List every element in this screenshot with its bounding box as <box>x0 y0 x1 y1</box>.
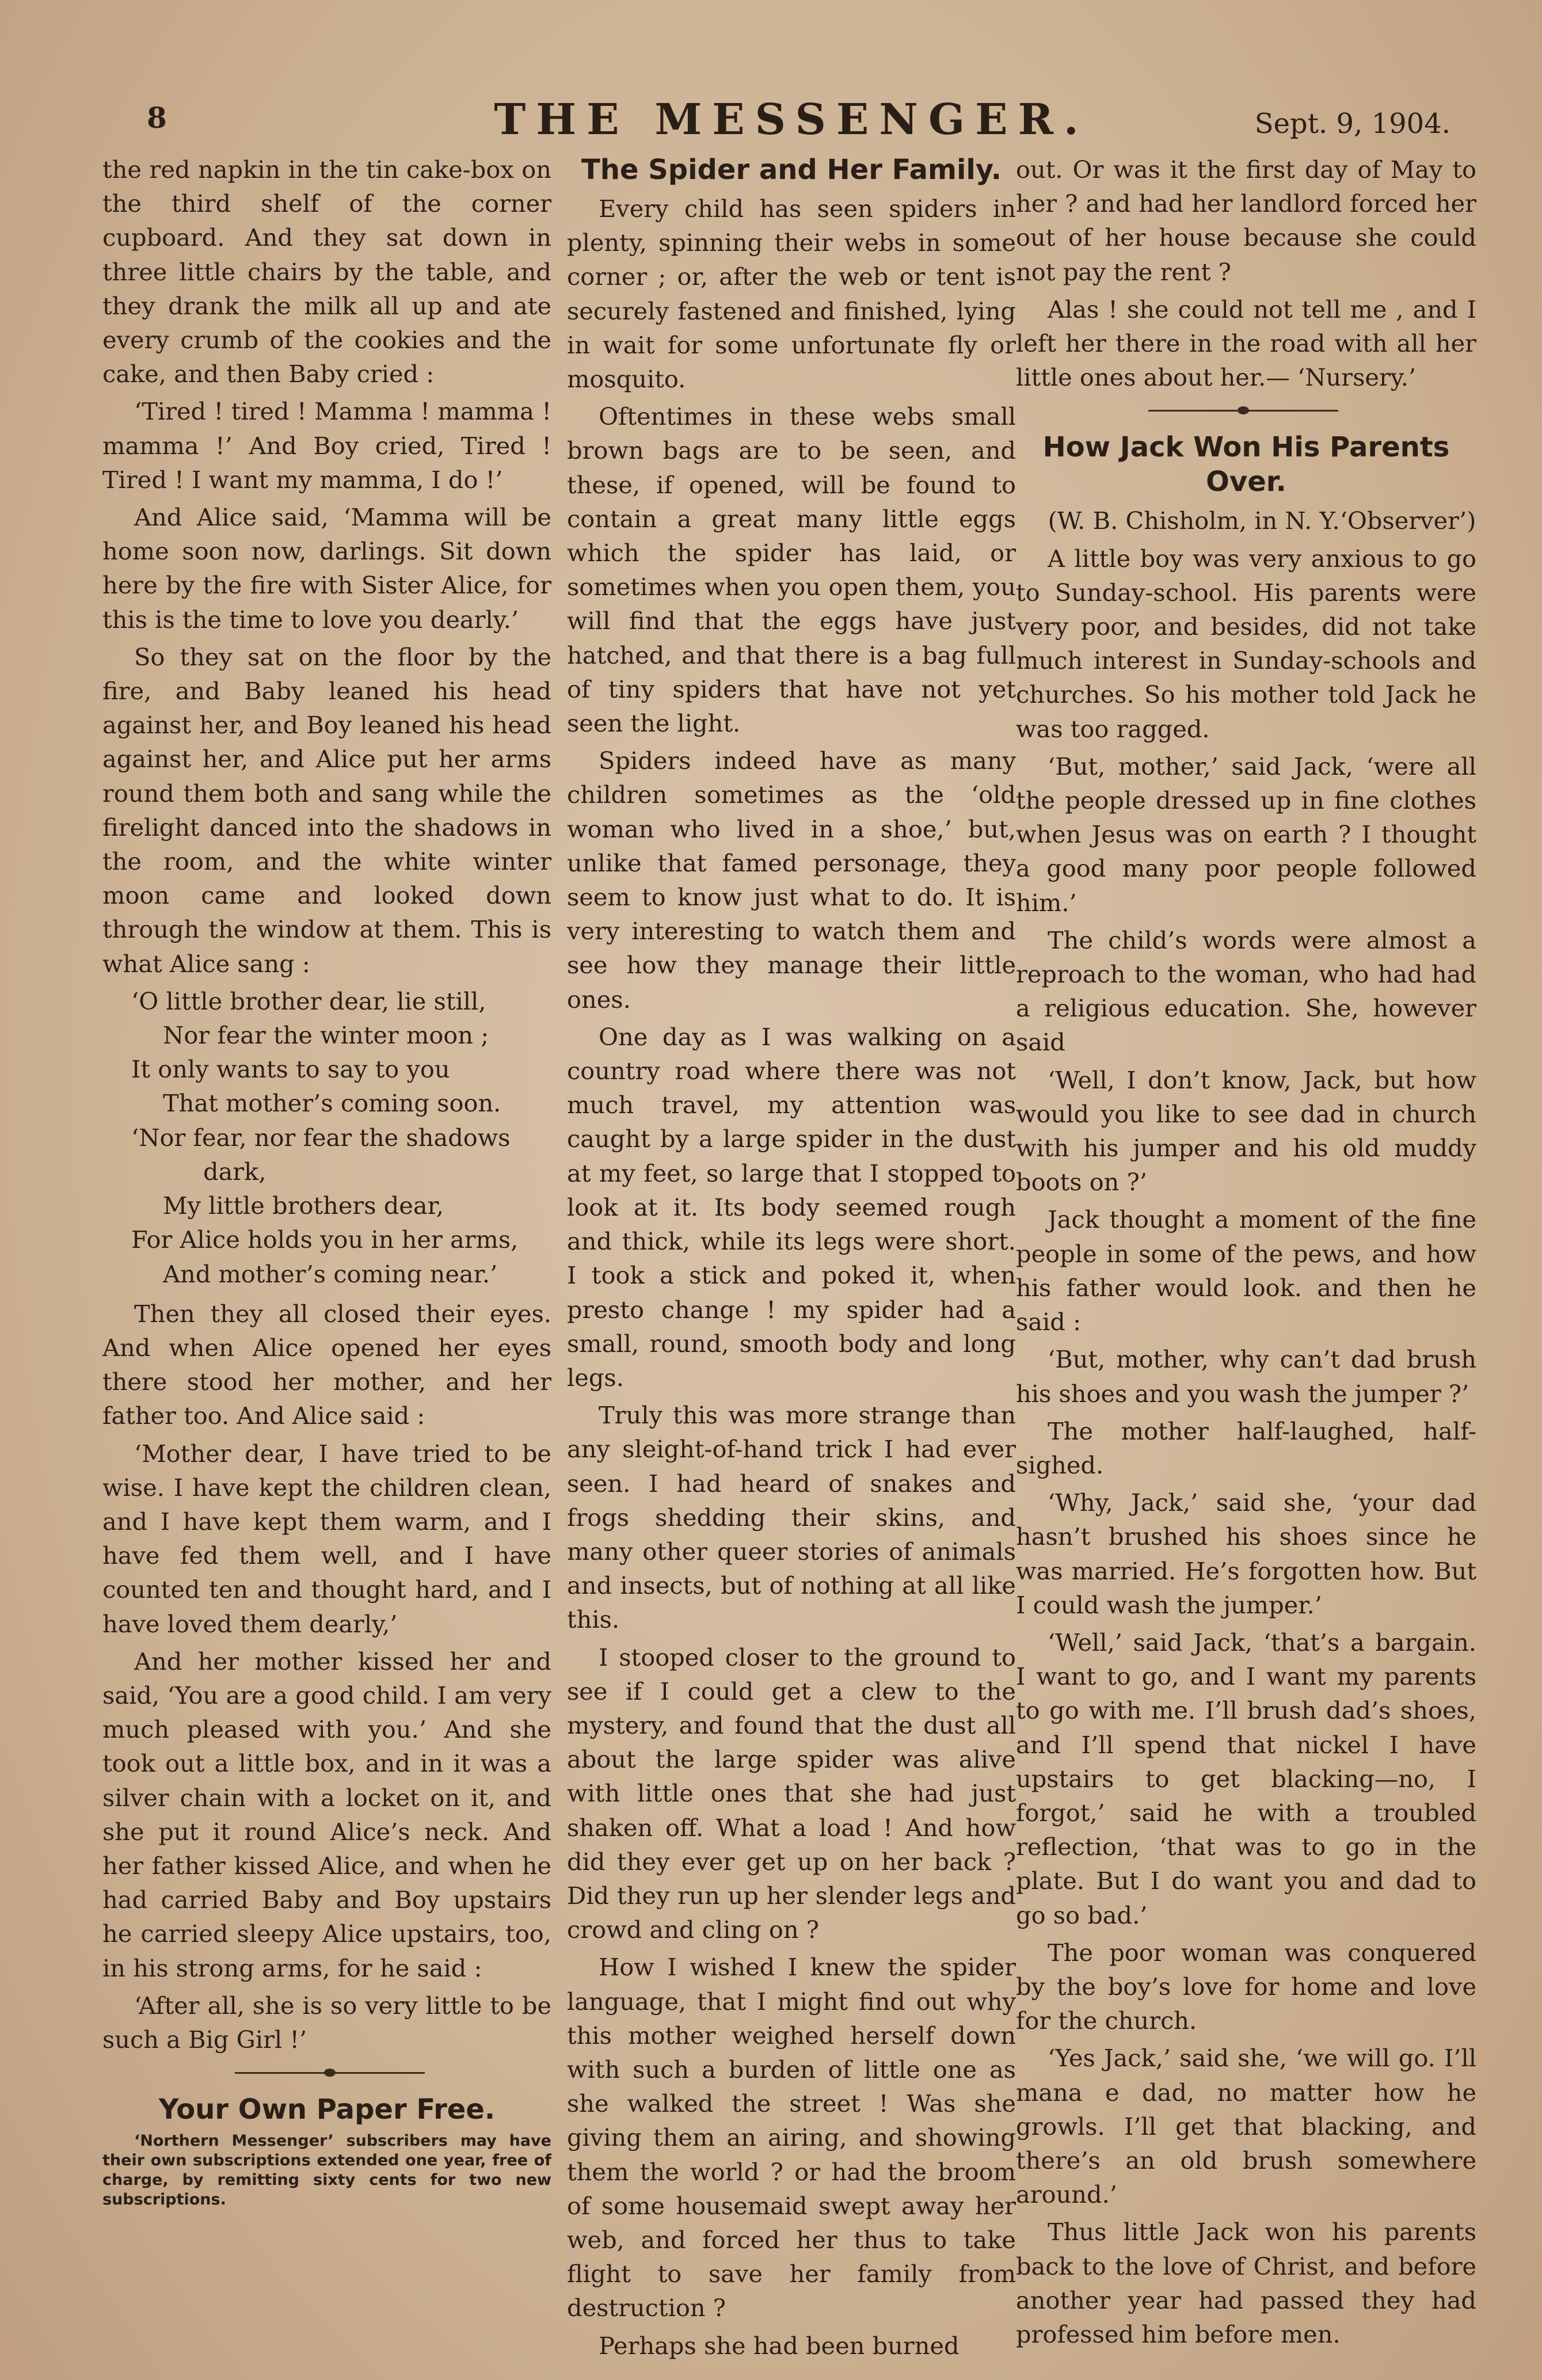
paragraph: ‘After all, she is so very little to be such a Big Girl !’ <box>102 1991 551 2054</box>
paragraph: Jack thought a moment of the fine people in some of the pews, and how his father would look. and then he said : <box>1016 1205 1476 1336</box>
ad-text: ‘Northern Messenger’ subscribers may have their own subscriptions extended one year, free of charge, by remitting sixty cents for two new subscriptions. <box>102 2132 551 2209</box>
paragraph: I stooped closer to the ground to see if I could get a clew to the mystery, and found that the dust all about the large spider was alive with little ones that she had just shaken off. What a load ! And how did they ever get up on her back ? Did they run up her slender legs and crowd and cling on ? <box>567 1643 1016 1944</box>
paragraph: Truly this was more strange than any sleight-of-hand trick I had ever seen. I had heard of snakes and frogs shedding their skins, and many other queer stories of animals and insects, but of nothing at all like this. <box>567 1401 1016 1634</box>
verse-line: For Alice holds you in her arms, <box>131 1225 519 1254</box>
column-1 <box>102 153 551 2213</box>
page-number: 8 <box>147 101 167 135</box>
masthead <box>132 95 1450 147</box>
paragraph: ‘Why, Jack,’ said she, ‘your dad hasn’t brushed his shoes since he was married. He’s forgotten how. But I could wash the jumper.’ <box>1016 1488 1476 1619</box>
paragraph: So they sat on the floor by the fire, and Baby leaned his head against her, and Boy leaned his head against her, and Alice put her arms round them both and sang while the firelight danced into the shadows in the room, and the white winter moon came and looked down through the window at them. This is what Alice sang : <box>102 642 551 978</box>
ad-heading: Your Own Paper Free. <box>158 2093 496 2126</box>
paragraph: the red napkin in the tin cake-box on the third shelf of the corner cupboard. And they sat down in three little chairs by the table, and they drank the milk all up and ate every crumb of the cookies and the cake, and then Baby cried : <box>102 155 551 389</box>
paragraph: ‘Well, I don’t know, Jack, but how would you like to see dad in church with his jumper and his old muddy boots on ?’ <box>1016 1065 1476 1197</box>
paragraph: ‘Mother dear, I have tried to be wise. I have kept the children clean, and I have kept them warm, and I have fed them well, and I have counted ten and thought hard, and I have loved them dearly,’ <box>102 1439 551 1638</box>
paragraph: How I wished I knew the spider language, that I might find out why this mother weighed herself down with such a burden of little one as she walked the street ! Was she giving them an airing, and showing them the world ? or had the broom of some housemaid swept away her web, and forced her thus to take flight to save her family from destruction ? <box>567 1953 1016 2322</box>
paragraph: Spiders indeed have as many children sometimes as the ‘old woman who lived in a shoe,’ but, unlike that famed personage, they seem to know just what to do. It is very interesting to watch them and see how they manage their little ones. <box>567 747 1016 1014</box>
paragraph: Then they all closed their eyes. And when Alice opened her eyes there stood her mother, and her father too. And Alice said : <box>102 1299 551 1430</box>
verse-line: dark, <box>203 1157 266 1186</box>
paragraph: ‘But, mother, why can’t dad brush his shoes and you wash the jumper ?’ <box>1016 1345 1476 1408</box>
paragraph: And Alice said, ‘Mamma will be home soon now, darlings. Sit down here by the fire with Sister Alice, for this is the time to love you dearly.’ <box>102 503 551 634</box>
paragraph: Thus little Jack won his parents back to the love of Christ, and before another year had passed they had professed him before men. <box>1016 2218 1476 2348</box>
paragraph: The poor woman was conquered by the boy’s love for home and love for the church. <box>1016 1938 1476 2035</box>
paragraph: A little boy was very anxious to go to Sunday-school. His parents were very poor, and besides, did not take much interest in Sunday-schools and churches. So his mother told Jack he was too ragged. <box>1016 544 1476 743</box>
verse-line: It only wants to say to you <box>131 1055 450 1084</box>
paragraph: The mother half-laughed, half-sighed. <box>1016 1416 1476 1479</box>
paragraph: Oftentimes in these webs small brown bags are to be seen, and these, if opened, will be found to contain a great many little eggs which the spider has laid, or sometimes when you open them, you will find that the eggs have just hatched, and that there is a bag full of tiny spiders that have not yet seen the light. <box>567 402 1016 738</box>
paragraph: Every child has seen spiders in plenty, spinning their webs in some corner ; or, after the web or tent is securely fastened and finished, lying in wait for some unfortunate fly or mosquito. <box>567 195 1016 394</box>
verse-line: And mother’s coming near.’ <box>163 1259 498 1288</box>
article-heading: The Spider and Her Family. <box>581 154 1002 186</box>
paragraph: Alas ! she could not tell me , and I left her there in the road with all her little ones about her.— ‘Nursery.’ <box>1016 295 1476 392</box>
paragraph: ‘Yes Jack,’ said she, ‘we will go. I’ll mana e dad, no matter how he growls. I’ll get that blacking, and there’s an old brush somewhere around.’ <box>1016 2044 1476 2209</box>
byline: (W. B. Chisholm, in N. Y.‘Observer’) <box>1048 507 1476 535</box>
column-3 <box>1016 153 1476 2355</box>
verse-line: Nor fear the winter moon ; <box>163 1021 489 1050</box>
column-2 <box>567 153 1016 2366</box>
section-divider <box>1016 399 1476 422</box>
issue-date: Sept. 9, 1904. <box>1254 108 1450 140</box>
verse-line: ‘Nor fear, nor fear the shadows <box>131 1123 511 1152</box>
song-verse <box>102 984 551 1291</box>
paragraph: ‘But, mother,’ said Jack, ‘were all the people dressed up in fine clothes when Jesus was on earth ? I thought a good many poor people followed him.’ <box>1016 752 1476 917</box>
verse-line: ‘O little brother dear, lie still, <box>131 987 486 1015</box>
paragraph: And her mother kissed her and said, ‘You are a good child. I am very much pleased with you.’ And she took out a little box, and in it was a silver chain with a locket on it, and she put it round Alice’s neck. And her father kissed Alice, and when he had carried Baby and Boy upstairs he carried sleepy Alice upstairs, too, in his strong arms, for he said : <box>102 1647 551 1982</box>
paragraph: ‘Well,’ said Jack, ‘that’s a bargain. I want to go, and I want my parents to go with me. I’ll brush dad’s shoes, and I’ll spend that nickel I have upstairs to get blacking—no, I forgot,’ said he with a troubled reflection, ‘that was to go in the plate. But I do want you and dad to go so bad.’ <box>1016 1628 1476 1929</box>
newspaper-title: THE MESSENGER. <box>494 95 1089 144</box>
section-divider <box>102 2061 551 2084</box>
paragraph: One day as I was walking on a country road where there was not much travel, my attention was caught by a large spider in the dust at my feet, so large that I stopped to look at it. Its body seemed rough and thick, while its legs were short. I took a stick and poked it, when presto change ! my spider had a small, round, smooth body and long legs. <box>567 1022 1016 1392</box>
verse-line: That mother’s coming soon. <box>163 1089 501 1118</box>
paragraph: out. Or was it the first day of May to her ? and had her landlord forced her out of her house because she could not pay the rent ? <box>1016 155 1476 286</box>
paragraph: Perhaps she had been burned <box>599 2331 960 2360</box>
verse-line: My little brothers dear, <box>163 1191 444 1220</box>
paragraph: The child’s words were almost a reproach to the woman, who had had a religious education. She, however said <box>1016 926 1476 1057</box>
paragraph: ‘Tired ! tired ! Mamma ! mamma ! mamma !’ And Boy cried, Tired ! Tired ! I want my mamma, I do !’ <box>102 397 551 494</box>
article-heading: How Jack Won His Parents Over. <box>1042 431 1450 498</box>
